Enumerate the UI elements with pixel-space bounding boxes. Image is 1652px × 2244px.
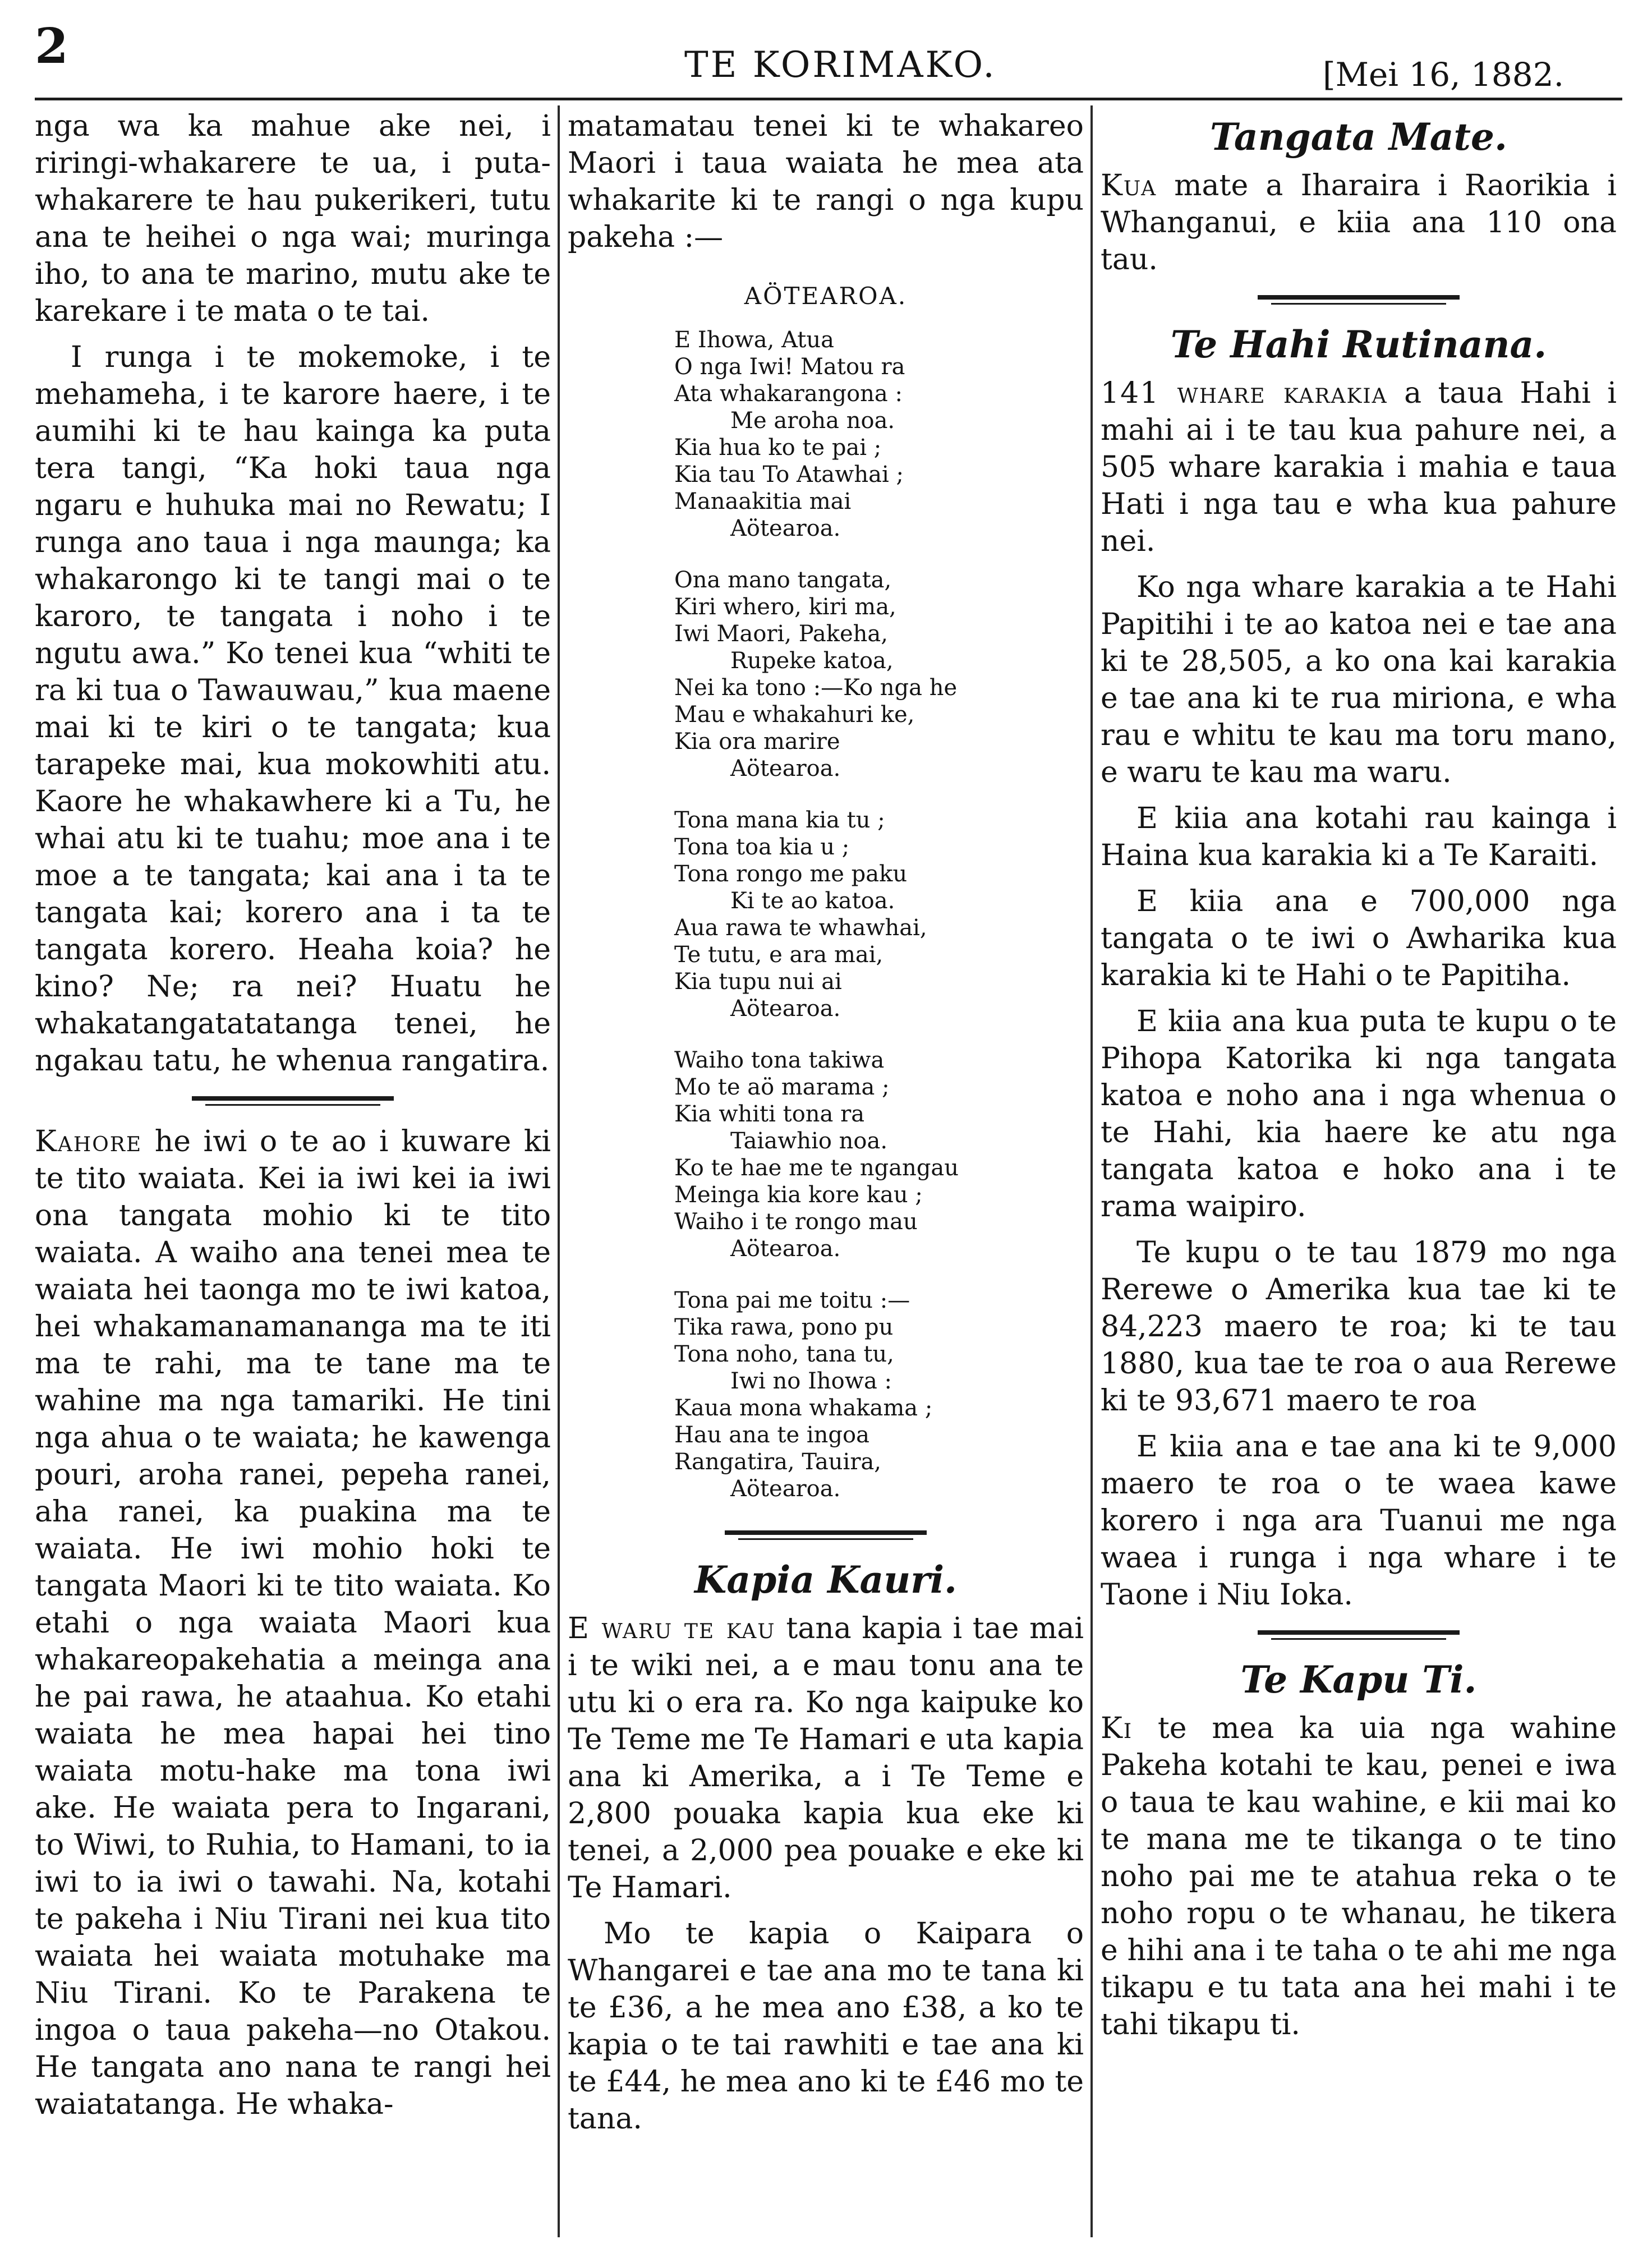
article-paragraph: nga wa ka mahue ake nei, i riringi-whakarere te ua, i puta-whakarere te hau pukerikeri, tutu ana te heihei o nga wai; muringa iho, to ana te marino, mutu ake te karekare i te mata o te tai. bbox=[35, 109, 551, 328]
column-rule bbox=[558, 105, 560, 2237]
poem-stanza bbox=[674, 567, 1084, 782]
poem-line: Hau ana te ingoa bbox=[674, 1422, 869, 1448]
poem-line: Ki te ao katoa. bbox=[730, 888, 895, 914]
article-paragraph: E kiia ana e tae ana ki te 9,000 maero te roa o te waea kawe korero i nga ara Tuanui me nga waea i runga i nga whare i te Taone i Niu Ioka. bbox=[1101, 1430, 1617, 1612]
paragraph-lead: E waru te kau bbox=[568, 1612, 776, 1645]
poem-line: Mo te aö marama ; bbox=[674, 1074, 890, 1100]
page-number: 2 bbox=[35, 18, 68, 75]
article-paragraph: Mo te kapia o Kaipara o Whangarei e tae ana mo te tana ki te £36, a he mea ano £38, a ko te kapia o te tai rawhiti e tae ana ki te £44, he mea ano ki te £46 mo te tana. bbox=[568, 1917, 1084, 2136]
poem-line: Tona pai me toitu :— bbox=[674, 1287, 910, 1313]
poem-line: Kaua mona whakama ; bbox=[674, 1395, 933, 1421]
poem-line: Iwi no Ihowa : bbox=[730, 1368, 892, 1394]
article-paragraph bbox=[35, 1123, 551, 2123]
poem-line: Aötearoa. bbox=[730, 1236, 841, 1262]
paragraph-lead: 141 whare karakia bbox=[1101, 376, 1388, 410]
article-paragraph bbox=[1101, 375, 1617, 560]
issue-date: [Mei 16, 1882. bbox=[1323, 56, 1564, 94]
paragraph-text: mate a Iharaira i Raorikia i Whanganui, e kiia ana 110 ona tau. bbox=[1101, 169, 1617, 277]
masthead bbox=[0, 0, 1652, 112]
poem-stanza bbox=[674, 327, 1084, 542]
poem-line: Aötearoa. bbox=[730, 1476, 841, 1502]
newspaper-title: TE KORIMAKO. bbox=[684, 44, 997, 86]
poem-line: O nga Iwi! Matou ra bbox=[674, 354, 905, 380]
poem-line: Ata whakarangona : bbox=[674, 381, 903, 407]
poem-line: Tika rawa, pono pu bbox=[674, 1314, 894, 1340]
paragraph-lead: Kahore bbox=[35, 1125, 142, 1158]
poem-line: Ona mano tangata, bbox=[674, 567, 892, 593]
section-divider bbox=[192, 1093, 394, 1110]
poem-line: Aötearoa. bbox=[730, 516, 841, 541]
poem-line: Kia hua ko te pai ; bbox=[674, 435, 882, 461]
poem-line: E Ihowa, Atua bbox=[674, 327, 834, 353]
paragraph-lead: Kua bbox=[1101, 169, 1157, 203]
article-paragraph bbox=[1101, 167, 1617, 278]
poem-line: Tona rongo me paku bbox=[674, 861, 908, 887]
article-paragraph: I runga i te mokemoke, i te mehameha, i te karore haere, i te aumihi ki te hau kainga ka puta tera tangi, “Ka hoki taua nga ngaru e huhuka mai no Rewatu; I runga ano taua i nga maunga; ka whakarongo ki te tangi mai o te karoro, te tangata i noho i te ngutu awa.” Ko tenei kua “whiti te ra ki tua o Tawauwau,” kua maene mai ki te kiri o te tangata; kua tarapeke mai, kua mokowhiti atu. Kaore he whakawhere ki a Tu, he whai atu ki te tuahu; moe ana i te moe a te tangata; kai ana i ta te tangata kai; korero ana i ta te tangata korero. Heaha koia? he kino? Ne; ra nei? Huatu he whakatangatatatanga tenei, he ngakau tatu, he whenua rangatira. bbox=[35, 341, 551, 1078]
poem-line: Nei ka tono :—Ko nga he bbox=[674, 675, 958, 701]
article-paragraph bbox=[568, 1610, 1084, 1906]
poem-line: Aötearoa. bbox=[730, 996, 841, 1022]
article-paragraph: matamatau tenei ki te whakareo Maori i taua waiata he mea ata whakarite ki te rangi o nga kupu pakeha :— bbox=[568, 109, 1084, 254]
poem-line: Kia tau To Atawhai ; bbox=[674, 462, 904, 488]
paragraph-text: tana kapia i tae mai i te wiki nei, a e mau tonu ana te utu ki o era ra. Ko nga kaipuke ko Te Teme me Te Hamari e uta kapia ana ki Amerika, a i Te Teme e 2,800 pouaka kapia kua eke ki tenei, a 2,000 pea pouake e eke ki Te Hamari. bbox=[568, 1612, 1084, 1905]
poem-line: Iwi Maori, Pakeha, bbox=[674, 621, 888, 647]
poem-line: Tona noho, tana tu, bbox=[674, 1341, 894, 1367]
poem-line: Waiho i te rongo mau bbox=[674, 1209, 918, 1235]
poem-stanza bbox=[674, 807, 1084, 1022]
masthead-rule bbox=[35, 98, 1622, 100]
column-3 bbox=[1101, 108, 1617, 2234]
section-heading-tangata-mate: Tangata Mate. bbox=[1210, 115, 1507, 159]
paragraph-lead: Ki bbox=[1101, 1712, 1133, 1745]
poem-line: Meinga kia kore kau ; bbox=[674, 1182, 923, 1208]
poem-line: Rupeke katoa, bbox=[730, 648, 894, 674]
poem-line: Tona mana kia tu ; bbox=[674, 807, 885, 833]
section-heading-kapia-kauri: Kapia Kauri. bbox=[694, 1558, 958, 1602]
paragraph-text: he iwi o te ao i kuware ki te tito waiata. Kei ia iwi kei ia iwi ona tangata mohio ki te tito waiata. A waiho ana tenei mea te waiata hei taonga mo te iwi katoa, hei whakamanamananga ma te iti ma te rahi, ma te tane ma te wahine ma nga tamariki. He tini nga ahua o te waiata; he kawenga pouri, aroha ranei, pepeha ranei, aha ranei, ka puakina ma te waiata. He iwi mohio hoki te tangata Maori ki te tito waiata. Ko etahi o nga waiata Maori kua whakareopakehatia a meinga ana he pai rawa, he ataahua. Ko etahi waiata he mea hapai hei tino waiata motu-hake ma tona iwi ake. He waiata pera to Ingarani, to Wiwi, to Ruhia, to Hamani, to ia iwi to ia iwi o tawahi. Na, kotahi te pakeha i Niu Tirani nei kua tito waiata hei waiata motuhake ma Niu Tirani. Ko te Parakena te ingoa o taua pakeha—no Otakou. He tangata ano nana te rangi hei waiatatanga. He whaka- bbox=[35, 1125, 551, 2121]
poem-line: Tona toa kia u ; bbox=[674, 834, 850, 860]
paragraph-text: a taua Hahi i mahi ai i te tau kua pahure nei, a 505 whare karakia i mahia e taua Hati i nga tau e wha kua pahure nei. bbox=[1101, 376, 1617, 558]
article-paragraph: Ko nga whare karakia a te Hahi Papitihi i te ao katoa nei e tae ana ki te 28,505, a ko ona kai karakia e tae ana ki te rua miriona, e wha rau e whitu te kau ma toru mano, e waru te kau ma waru. bbox=[1101, 571, 1617, 789]
poem-stanza bbox=[674, 1047, 1084, 1262]
poem-line: Rangatira, Tauira, bbox=[674, 1449, 882, 1475]
column-rule bbox=[1090, 105, 1093, 2237]
article-paragraph: E kiia ana e 700,000 nga tangata o te iwi o Awharika kua karakia ki te Hahi o te Papitiha. bbox=[1101, 885, 1617, 992]
poem-line: Taiawhio noa. bbox=[730, 1128, 888, 1154]
paragraph-text: te mea ka uia nga wahine Pakeha kotahi te kau, penei e iwa o taua te kau wahine, e kii mai ko te mana me te tikanga o te tino noho pai me te atahua reka o te noho ropu o te whanau, he tikera e hihi ana i te taha o te ahi me nga tikapu e tu tata ana hei mahi i te tahi tikapu ti. bbox=[1101, 1712, 1617, 2041]
poem-line: Kia tupu nui ai bbox=[674, 969, 842, 995]
article-paragraph: E kiia ana kotahi rau kainga i Haina kua karakia ki a Te Karaiti. bbox=[1101, 802, 1617, 872]
poem-line: Kia whiti tona ra bbox=[674, 1101, 865, 1127]
column-2 bbox=[568, 108, 1084, 2234]
poem-line: Te tutu, e ara mai, bbox=[674, 942, 883, 968]
poem-line: Aötearoa. bbox=[730, 756, 841, 781]
poem-line: Me aroha noa. bbox=[730, 408, 895, 434]
article-paragraph bbox=[1101, 1710, 1617, 2043]
poem-line: Manaakitia mai bbox=[674, 489, 852, 514]
section-divider bbox=[1258, 292, 1460, 309]
article-paragraph: E kiia ana kua puta te kupu o te Pihopa Katorika ki nga tangata katoa e noho ana i nga whenua o te Hahi, kia haere ke atu nga tangata katoa e hoko ana i te rama waipiro. bbox=[1101, 1005, 1617, 1224]
poem-line: Kiri whero, kiri ma, bbox=[674, 594, 896, 620]
section-divider bbox=[725, 1527, 927, 1544]
poem-line: Kia ora marire bbox=[674, 729, 840, 755]
section-divider bbox=[1258, 1627, 1460, 1644]
section-heading-te-hahi-rutinana: Te Hahi Rutinana. bbox=[1170, 323, 1547, 366]
poem-stanza bbox=[674, 1287, 1084, 1502]
poem-line: Waiho tona takiwa bbox=[674, 1047, 885, 1073]
poem-line: Mau e whakahuri ke, bbox=[674, 702, 915, 728]
poem-title: AÖTEAROA. bbox=[744, 282, 908, 310]
section-heading-te-kapu-ti: Te Kapu Ti. bbox=[1240, 1658, 1477, 1702]
article-paragraph: Te kupu o te tau 1879 mo nga Rerewe o Amerika kua tae ki te 84,223 maero te roa; ki te tau 1880, kua tae te roa o aua Rerewe ki te 93,671 maero te roa bbox=[1101, 1236, 1617, 1418]
poem-line: Aua rawa te whawhai, bbox=[674, 915, 927, 941]
poem-line: Ko te hae me te ngangau bbox=[674, 1155, 959, 1181]
column-1 bbox=[35, 108, 551, 2234]
